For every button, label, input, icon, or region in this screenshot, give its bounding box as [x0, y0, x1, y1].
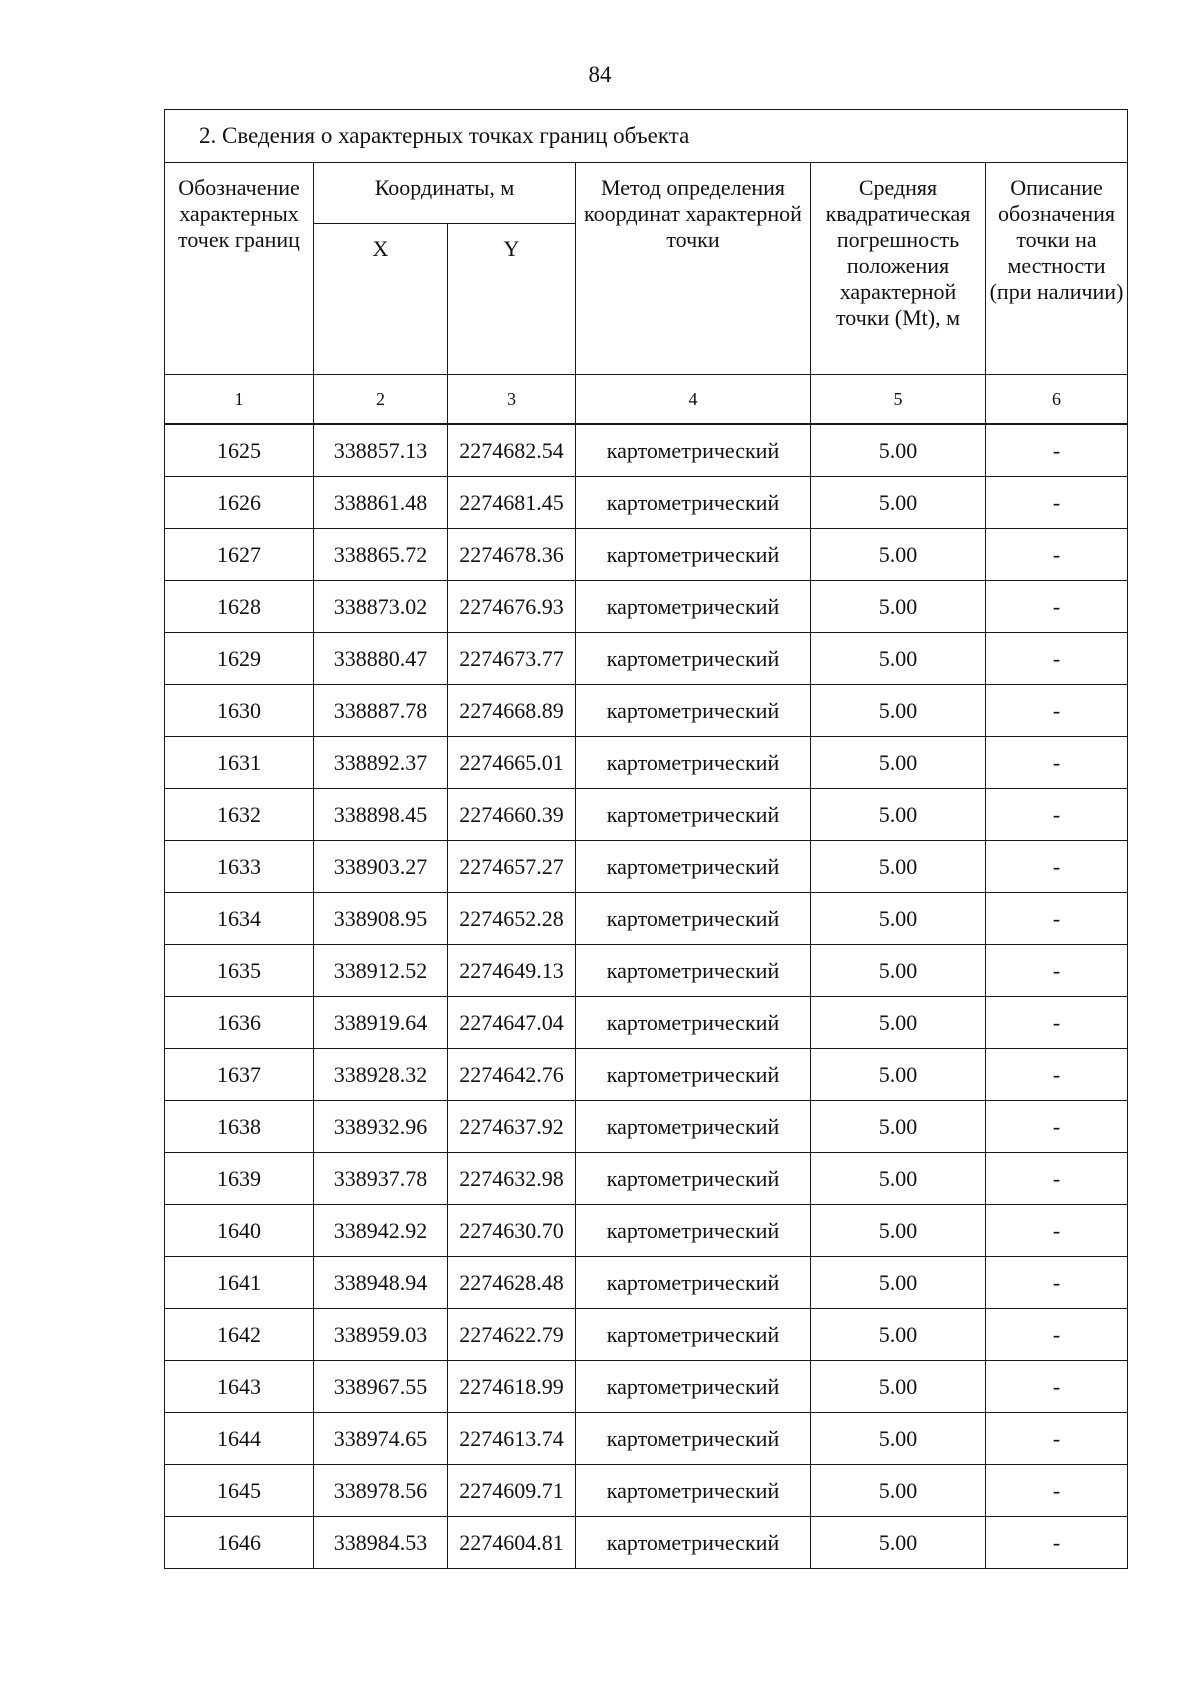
mean-error-cell: 5.00 [811, 1153, 986, 1205]
column-number: 4 [576, 375, 811, 424]
table-row [165, 685, 1128, 737]
y-coordinate-cell: 2274678.36 [448, 529, 576, 581]
x-coordinate-cell: 338898.45 [314, 789, 448, 841]
method-cell: картометрический [576, 1465, 811, 1517]
mean-error-cell: 5.00 [811, 1361, 986, 1413]
column-number: 3 [448, 375, 576, 424]
mean-error-cell: 5.00 [811, 1413, 986, 1465]
table-row [165, 1153, 1128, 1205]
method-cell: картометрический [576, 841, 811, 893]
description-cell: - [986, 789, 1128, 841]
method-cell: картометрический [576, 425, 811, 477]
x-coordinate-cell: 338903.27 [314, 841, 448, 893]
y-coordinate-cell: 2274609.71 [448, 1465, 576, 1517]
method-cell: картометрический [576, 1309, 811, 1361]
y-coordinate-cell: 2274622.79 [448, 1309, 576, 1361]
x-coordinate-cell: 338942.92 [314, 1205, 448, 1257]
x-coordinate-cell: 338937.78 [314, 1153, 448, 1205]
point-id-cell: 1643 [165, 1361, 314, 1413]
y-coordinate-cell: 2274649.13 [448, 945, 576, 997]
point-id-cell: 1636 [165, 997, 314, 1049]
x-coordinate-cell: 338857.13 [314, 425, 448, 477]
y-coordinate-cell: 2274642.76 [448, 1049, 576, 1101]
point-id-cell: 1631 [165, 737, 314, 789]
mean-error-cell: 5.00 [811, 1465, 986, 1517]
mean-error-cell: 5.00 [811, 841, 986, 893]
point-id-cell: 1630 [165, 685, 314, 737]
description-cell: - [986, 945, 1128, 997]
point-id-cell: 1625 [165, 425, 314, 477]
y-coordinate-cell: 2274647.04 [448, 997, 576, 1049]
y-coordinate-cell: 2274628.48 [448, 1257, 576, 1309]
table-row [165, 1205, 1128, 1257]
x-coordinate-cell: 338984.53 [314, 1517, 448, 1569]
method-cell: картометрический [576, 685, 811, 737]
description-cell: - [986, 1205, 1128, 1257]
column-number: 2 [314, 375, 448, 424]
x-coordinate-cell: 338967.55 [314, 1361, 448, 1413]
point-id-cell: 1633 [165, 841, 314, 893]
description-cell: - [986, 1257, 1128, 1309]
mean-error-cell: 5.00 [811, 1517, 986, 1569]
description-cell: - [986, 841, 1128, 893]
table-title-row [165, 110, 1128, 163]
mean-error-cell: 5.00 [811, 633, 986, 685]
table-row [165, 581, 1128, 633]
method-cell: картометрический [576, 893, 811, 945]
description-cell: - [986, 581, 1128, 633]
method-cell: картометрический [576, 633, 811, 685]
table-row [165, 945, 1128, 997]
y-coordinate-cell: 2274613.74 [448, 1413, 576, 1465]
table-row [165, 529, 1128, 581]
table-row [165, 1465, 1128, 1517]
point-id-cell: 1644 [165, 1413, 314, 1465]
description-cell: - [986, 529, 1128, 581]
header-method: Метод определения координат характерной точки [576, 163, 811, 375]
mean-error-cell: 5.00 [811, 789, 986, 841]
point-id-cell: 1628 [165, 581, 314, 633]
x-coordinate-cell: 338919.64 [314, 997, 448, 1049]
table-row [165, 1101, 1128, 1153]
x-coordinate-cell: 338948.94 [314, 1257, 448, 1309]
page-number: 84 [588, 62, 612, 87]
mean-error-cell: 5.00 [811, 1049, 986, 1101]
x-coordinate-cell: 338887.78 [314, 685, 448, 737]
y-coordinate-cell: 2274673.77 [448, 633, 576, 685]
point-id-cell: 1645 [165, 1465, 314, 1517]
point-id-cell: 1632 [165, 789, 314, 841]
description-cell: - [986, 685, 1128, 737]
method-cell: картометрический [576, 581, 811, 633]
method-cell: картометрический [576, 1257, 811, 1309]
column-number: 6 [986, 375, 1128, 424]
point-id-cell: 1629 [165, 633, 314, 685]
table-row [165, 1517, 1128, 1569]
table-row [165, 1309, 1128, 1361]
mean-error-cell: 5.00 [811, 581, 986, 633]
header-coordinates: Координаты, м [314, 163, 576, 224]
y-coordinate-cell: 2274632.98 [448, 1153, 576, 1205]
x-coordinate-cell: 338908.95 [314, 893, 448, 945]
mean-error-cell: 5.00 [811, 1309, 986, 1361]
table-row [165, 1361, 1128, 1413]
x-coordinate-cell: 338959.03 [314, 1309, 448, 1361]
description-cell: - [986, 1361, 1128, 1413]
point-id-cell: 1639 [165, 1153, 314, 1205]
method-cell: картометрический [576, 1153, 811, 1205]
section-title: 2. Сведения о характерных точках границ объекта [165, 110, 1128, 163]
header-row [165, 163, 1128, 224]
y-coordinate-cell: 2274604.81 [448, 1517, 576, 1569]
y-coordinate-cell: 2274652.28 [448, 893, 576, 945]
description-cell: - [986, 1517, 1128, 1569]
table-row [165, 633, 1128, 685]
table-row [165, 893, 1128, 945]
y-coordinate-cell: 2274682.54 [448, 425, 576, 477]
y-coordinate-cell: 2274668.89 [448, 685, 576, 737]
table-row [165, 841, 1128, 893]
method-cell: картометрический [576, 737, 811, 789]
header-point-designation: Обозначение характерных точек границ [165, 163, 314, 375]
table-row [165, 1257, 1128, 1309]
point-id-cell: 1634 [165, 893, 314, 945]
y-coordinate-cell: 2274630.70 [448, 1205, 576, 1257]
mean-error-cell: 5.00 [811, 997, 986, 1049]
mean-error-cell: 5.00 [811, 1257, 986, 1309]
x-coordinate-cell: 338974.65 [314, 1413, 448, 1465]
description-cell: - [986, 1413, 1128, 1465]
mean-error-cell: 5.00 [811, 425, 986, 477]
method-cell: картометрический [576, 789, 811, 841]
table-row [165, 789, 1128, 841]
method-cell: картометрический [576, 997, 811, 1049]
x-coordinate-cell: 338978.56 [314, 1465, 448, 1517]
mean-error-cell: 5.00 [811, 1205, 986, 1257]
mean-error-cell: 5.00 [811, 1101, 986, 1153]
description-cell: - [986, 425, 1128, 477]
description-cell: - [986, 893, 1128, 945]
description-cell: - [986, 997, 1128, 1049]
header-y: Y [448, 224, 576, 375]
method-cell: картометрический [576, 1101, 811, 1153]
x-coordinate-cell: 338865.72 [314, 529, 448, 581]
x-coordinate-cell: 338873.02 [314, 581, 448, 633]
table-row [165, 737, 1128, 789]
header-mean-error: Средняя квадратическая погрешность положения характерной точки (Mt), м [811, 163, 986, 375]
mean-error-cell: 5.00 [811, 893, 986, 945]
description-cell: - [986, 1153, 1128, 1205]
method-cell: картометрический [576, 1413, 811, 1465]
point-id-cell: 1638 [165, 1101, 314, 1153]
column-number: 1 [165, 375, 314, 424]
description-cell: - [986, 1101, 1128, 1153]
mean-error-cell: 5.00 [811, 685, 986, 737]
x-coordinate-cell: 338932.96 [314, 1101, 448, 1153]
table-row [165, 1413, 1128, 1465]
y-coordinate-cell: 2274660.39 [448, 789, 576, 841]
y-coordinate-cell: 2274618.99 [448, 1361, 576, 1413]
column-number-row [165, 375, 1128, 424]
x-coordinate-cell: 338880.47 [314, 633, 448, 685]
table-row [165, 997, 1128, 1049]
y-coordinate-cell: 2274676.93 [448, 581, 576, 633]
method-cell: картометрический [576, 529, 811, 581]
x-coordinate-cell: 338861.48 [314, 477, 448, 529]
y-coordinate-cell: 2274681.45 [448, 477, 576, 529]
y-coordinate-cell: 2274665.01 [448, 737, 576, 789]
method-cell: картометрический [576, 1517, 811, 1569]
method-cell: картометрический [576, 945, 811, 997]
description-cell: - [986, 477, 1128, 529]
boundary-points-table [164, 109, 1128, 1569]
table-body [165, 425, 1128, 1569]
header-description: Описание обозначения точки на местности (при наличии) [986, 163, 1128, 375]
x-coordinate-cell: 338912.52 [314, 945, 448, 997]
point-id-cell: 1642 [165, 1309, 314, 1361]
point-id-cell: 1635 [165, 945, 314, 997]
column-number: 5 [811, 375, 986, 424]
description-cell: - [986, 1049, 1128, 1101]
x-coordinate-cell: 338892.37 [314, 737, 448, 789]
y-coordinate-cell: 2274657.27 [448, 841, 576, 893]
point-id-cell: 1641 [165, 1257, 314, 1309]
description-cell: - [986, 633, 1128, 685]
point-id-cell: 1637 [165, 1049, 314, 1101]
point-id-cell: 1640 [165, 1205, 314, 1257]
header-x: X [314, 224, 448, 375]
point-id-cell: 1646 [165, 1517, 314, 1569]
mean-error-cell: 5.00 [811, 477, 986, 529]
method-cell: картометрический [576, 1205, 811, 1257]
method-cell: картометрический [576, 1361, 811, 1413]
description-cell: - [986, 737, 1128, 789]
table-row [165, 425, 1128, 477]
point-id-cell: 1627 [165, 529, 314, 581]
mean-error-cell: 5.00 [811, 529, 986, 581]
point-id-cell: 1626 [165, 477, 314, 529]
description-cell: - [986, 1465, 1128, 1517]
mean-error-cell: 5.00 [811, 945, 986, 997]
y-coordinate-cell: 2274637.92 [448, 1101, 576, 1153]
description-cell: - [986, 1309, 1128, 1361]
table-row [165, 1049, 1128, 1101]
method-cell: картометрический [576, 1049, 811, 1101]
mean-error-cell: 5.00 [811, 737, 986, 789]
x-coordinate-cell: 338928.32 [314, 1049, 448, 1101]
method-cell: картометрический [576, 477, 811, 529]
table-row [165, 477, 1128, 529]
